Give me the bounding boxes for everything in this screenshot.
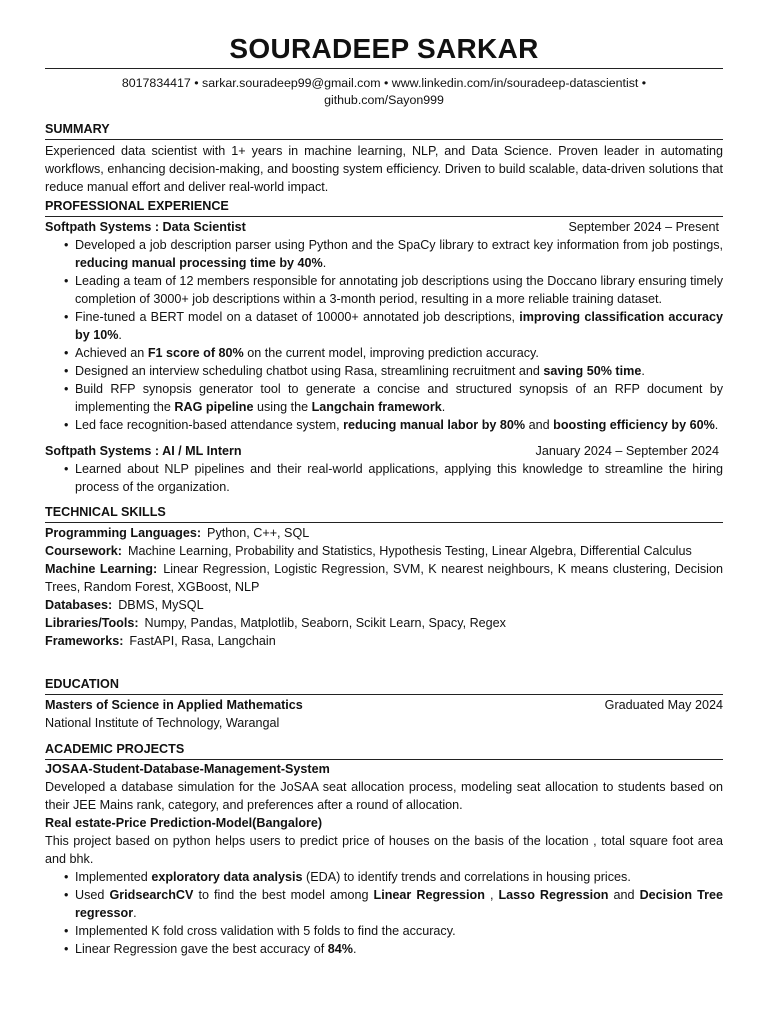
resume-page xyxy=(45,30,723,958)
list-item: • Fine-tuned a BERT model on a dataset of 10000+ annotated job descriptions, improving classification accuracy by 10%. xyxy=(75,308,723,344)
skill-row: Libraries/Tools: Numpy, Pandas, Matplotlib, Seaborn, Scikit Learn, Spacy, Regex xyxy=(45,616,506,630)
section-divider xyxy=(45,216,723,217)
job-date: September 2024 – Present xyxy=(568,220,719,234)
project-description: Developed a database simulation for the JoSAA seat allocation process, modeling seat allocation to students based on their JEE Mains rank, category, and preferences after a round of allocation. xyxy=(45,780,723,812)
summary-text: Experienced data scientist with 1+ years in machine learning, NLP, and Data Science. Proven leader in automating workflows, enhancing decision-making, and boosting system efficiency. Driven to build scalable, data-driven solutions that reduce manual effort and deliver real-world impact. xyxy=(45,144,723,194)
job-date: January 2024 – September 2024 xyxy=(535,444,719,458)
education-heading: EDUCATION xyxy=(45,677,119,691)
education-header xyxy=(45,696,723,714)
job-bullets xyxy=(45,460,723,496)
job-title: Softpath Systems : AI / ML Intern xyxy=(45,444,242,458)
section-divider xyxy=(45,522,723,523)
skill-row: Databases: DBMS, MySQL xyxy=(45,598,204,612)
project-description: This project based on python helps users to predict price of houses on the basis of the location , total square foot area and bhk. xyxy=(45,834,723,866)
github-link[interactable]: github.com/Sayon999 xyxy=(324,93,444,107)
header-divider xyxy=(45,68,723,69)
list-item: • Led face recognition-based attendance system, reducing manual labor by 80% and boosting efficiency by 60%. xyxy=(75,416,723,434)
contact-info xyxy=(45,75,723,109)
list-item: • Used GridsearchCV to find the best model among Linear Regression , Lasso Regression and Decision Tree regressor. xyxy=(75,886,723,922)
candidate-name: SOURADEEP SARKAR xyxy=(229,33,539,64)
list-item: • Learned about NLP pipelines and their real-world applications, applying this knowledge to streamline the hiring process of the organization. xyxy=(75,460,723,496)
job-header xyxy=(45,218,723,236)
project-title: JOSAA-Student-Database-Management-System xyxy=(45,762,330,776)
skill-row: Programming Languages: Python, C++, SQL xyxy=(45,526,310,540)
skills-heading: TECHNICAL SKILLS xyxy=(45,505,166,519)
project-bullets xyxy=(45,868,723,958)
school-name: National Institute of Technology, Warangal xyxy=(45,716,280,730)
list-item: • Implemented K fold cross validation with 5 folds to find the accuracy. xyxy=(75,922,723,940)
graduation-date: Graduated May 2024 xyxy=(604,698,723,712)
job-title: Softpath Systems : Data Scientist xyxy=(45,220,246,234)
projects-heading: ACADEMIC PROJECTS xyxy=(45,742,185,756)
list-item: • Linear Regression gave the best accuracy of 84%. xyxy=(75,940,723,958)
list-item: • Leading a team of 12 members responsible for annotating job descriptions using the Doccano library ensuring timely completion of 3000+ job descriptions within a 3-month period, resulting in a more reliable training dataset. xyxy=(75,272,723,308)
section-divider xyxy=(45,139,723,140)
list-item: • Developed a job description parser using Python and the SpaCy library to extract key information from job postings, reducing manual processing time by 40%. xyxy=(75,236,723,272)
job-header xyxy=(45,442,723,460)
skill-row: Coursework: Machine Learning, Probability and Statistics, Hypothesis Testing, Linear Algebra, Differential Calculus xyxy=(45,544,692,558)
experience-heading: PROFESSIONAL EXPERIENCE xyxy=(45,199,229,213)
list-item: • Implemented exploratory data analysis (EDA) to identify trends and correlations in housing prices. xyxy=(75,868,723,886)
skill-row: Frameworks: FastAPI, Rasa, Langchain xyxy=(45,634,276,648)
contact-line: 8017834417 • sarkar.souradeep99@gmail.com • www.linkedin.com/in/souradeep-datascientist • xyxy=(121,76,647,90)
summary-heading: SUMMARY xyxy=(45,122,110,136)
project-title: Real estate-Price Prediction-Model(Bangalore) xyxy=(45,816,323,830)
skills-list xyxy=(45,524,723,650)
job-bullets xyxy=(45,236,723,434)
list-item: • Designed an interview scheduling chatbot using Rasa, streamlining recruitment and saving 50% time. xyxy=(75,362,723,380)
list-item: • Build RFP synopsis generator tool to generate a concise and structured synopsis of an RFP document by implementing the RAG pipeline using the Langchain framework. xyxy=(75,380,723,416)
skill-row: Machine Learning: Linear Regression, Logistic Regression, SVM, K nearest neighbours, K means clustering, Decision Trees, Random Forest, XGBoost, NLP xyxy=(45,562,723,594)
list-item: • Achieved an F1 score of 80% on the current model, improving prediction accuracy. xyxy=(75,344,723,362)
degree-title: Masters of Science in Applied Mathematics xyxy=(45,698,303,712)
section-divider xyxy=(45,694,723,695)
